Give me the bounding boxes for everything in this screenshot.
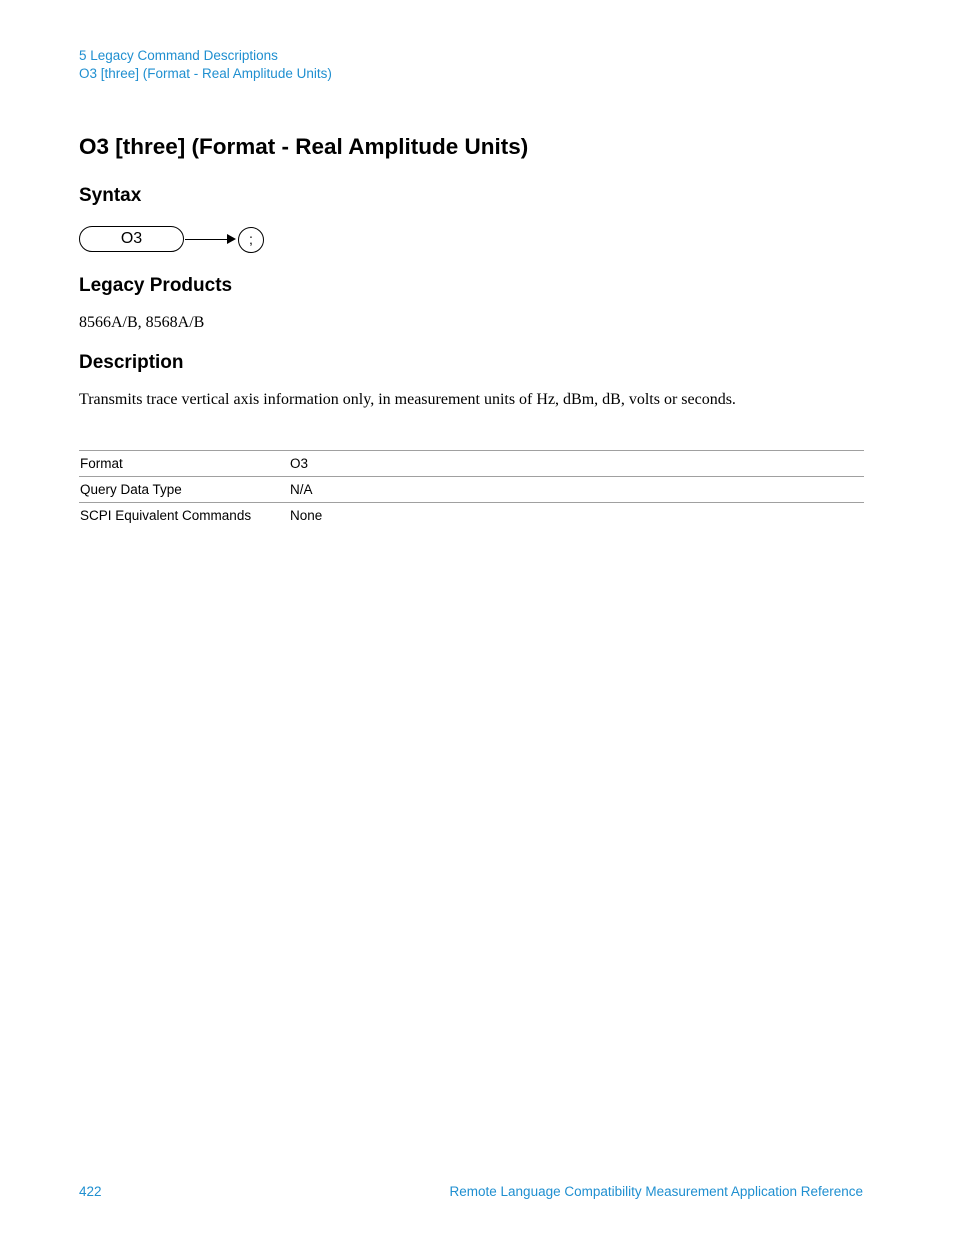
command-info-table xyxy=(79,450,864,528)
description-text: Transmits trace vertical axis information only, in measurement units of Hz, dBm, dB, volts or seconds. xyxy=(79,391,736,408)
breadcrumb-section[interactable]: O3 [three] (Format - Real Amplitude Units) xyxy=(79,66,332,81)
table-cell-label: SCPI Equivalent Commands xyxy=(79,503,289,529)
table-cell-value: None xyxy=(289,503,864,529)
table-cell-value: O3 xyxy=(289,451,864,477)
legacy-products-text: 8566A/B, 8568A/B xyxy=(79,314,205,331)
breadcrumb xyxy=(79,47,332,83)
syntax-connector-line xyxy=(185,239,229,240)
table-cell-value: N/A xyxy=(289,477,864,503)
arrow-right-icon xyxy=(227,234,236,244)
syntax-terminator: ; xyxy=(238,227,264,253)
breadcrumb-chapter[interactable]: 5 Legacy Command Descriptions xyxy=(79,48,278,63)
table-cell-label: Query Data Type xyxy=(79,477,289,503)
page-title: O3 [three] (Format - Real Amplitude Units) xyxy=(79,134,529,159)
description-heading: Description xyxy=(79,352,184,373)
table-row xyxy=(79,477,864,503)
table-cell-label: Format xyxy=(79,451,289,477)
page-number: 422 xyxy=(79,1184,102,1199)
syntax-command-box: O3 xyxy=(79,226,184,252)
syntax-diagram xyxy=(79,226,279,256)
legacy-products-heading: Legacy Products xyxy=(79,275,233,296)
document-title: Remote Language Compatibility Measurement Application Reference xyxy=(449,1184,863,1199)
table-row xyxy=(79,503,864,529)
syntax-heading: Syntax xyxy=(79,185,142,206)
table-row xyxy=(79,451,864,477)
